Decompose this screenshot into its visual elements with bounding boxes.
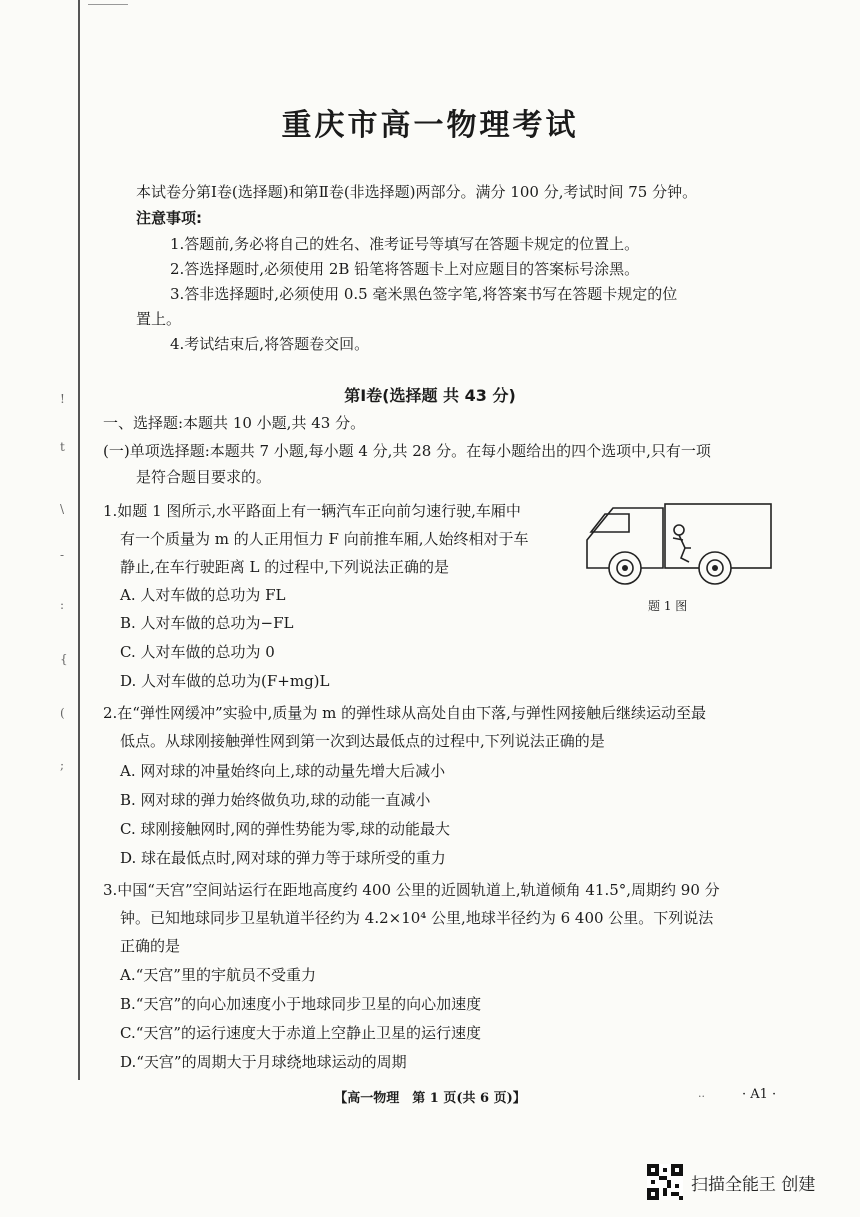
question-2-option-b: B. 网对球的弹力始终做负功,球的动能一直减小 [120, 791, 431, 809]
question-2-stem: 2.在“弹性网缓冲”实验中,质量为 m 的弹性球从高处自由下落,与弹性网接触后继续运动至最 [103, 704, 706, 722]
question-1-stem: 有一个质量为 m 的人正用恒力 F 向前推车厢,人始终相对于车 [120, 530, 529, 548]
question-1-option-c: C. 人对车做的总功为 0 [120, 643, 275, 661]
margin-mark: { [60, 652, 68, 666]
margin-mark: ! [60, 392, 65, 406]
binding-margin-line [78, 0, 80, 1080]
question-2-stem: 低点。从球刚接触弹性网到第一次到达最低点的过程中,下列说法正确的是 [120, 732, 605, 750]
note-item: 4.考试结束后,将答题卷交回。 [170, 335, 370, 353]
margin-mark: ( [60, 706, 65, 720]
question-2-option-c: C. 球刚接触网时,网的弹性势能为零,球的动能最大 [120, 820, 451, 838]
paper-code: · A1 · [742, 1087, 777, 1102]
question-3-stem: 钟。已知地球同步卫星轨道半径约为 4.2×10⁴ 公里,地球半径约为 6 400 公里。下列说法 [120, 909, 714, 927]
qr-code-icon [647, 1164, 683, 1200]
exam-intro: 本试卷分第Ⅰ卷(选择题)和第Ⅱ卷(非选择题)两部分。满分 100 分,考试时间 75 分钟。 [136, 183, 698, 201]
note-item: 1.答题前,务必将自己的姓名、准考证号等填写在答题卡规定的位置上。 [170, 235, 640, 253]
question-3-option-a: A.“天宫”里的宇航员不受重力 [120, 966, 316, 984]
section-subheading: (一)单项选择题:本题共 7 小题,每小题 4 分,共 28 分。在每小题给出的四个选项中,只有一项 [103, 442, 711, 460]
note-item: 置上。 [136, 310, 182, 328]
margin-mark: ; [60, 758, 65, 772]
section-subheading: 是符合题目要求的。 [136, 468, 272, 486]
question-2-option-a: A. 网对球的冲量始终向上,球的动量先增大后减小 [120, 762, 446, 780]
truck-figure [585, 500, 775, 590]
margin-mark: - [60, 548, 65, 562]
top-dash [88, 4, 128, 5]
exam-title: 重庆市高一物理考试 [281, 108, 579, 143]
section-heading: 一、选择题:本题共 10 小题,共 43 分。 [103, 414, 366, 432]
question-2-option-d: D. 球在最低点时,网对球的弹力等于球所受的重力 [120, 849, 446, 867]
figure-caption: 题 1 图 [648, 599, 688, 613]
note-item: 3.答非选择题时,必须使用 0.5 毫米黑色签字笔,将答案书写在答题卡规定的位 [170, 285, 678, 303]
scanner-watermark: 扫描全能王 创建 [691, 1175, 816, 1195]
question-1-stem: 1.如题 1 图所示,水平路面上有一辆汽车正向前匀速行驶,车厢中 [103, 502, 521, 520]
question-1-stem: 静止,在车行驶距离 L 的过程中,下列说法正确的是 [120, 558, 450, 576]
margin-mark: \ [60, 502, 65, 516]
question-3-stem: 3.中国“天宫”空间站运行在距地高度约 400 公里的近圆轨道上,轨道倾角 41.5°,周期约 90 分 [103, 881, 720, 899]
question-1-option-b: B. 人对车做的总功为−FL [120, 614, 294, 632]
margin-mark: t [60, 440, 65, 454]
question-1-option-a: A. 人对车做的总功为 FL [120, 586, 286, 604]
note-item: 2.答选择题时,必须使用 2B 铅笔将答题卡上对应题目的答案标号涂黑。 [170, 260, 640, 278]
notes-heading: 注意事项: [136, 209, 202, 227]
question-1-option-d: D. 人对车做的总功为(F+mg)L [120, 672, 330, 690]
page-footer: 【高一物理 第 1 页(共 6 页)】 [334, 1091, 526, 1106]
question-3-option-c: C.“天宫”的运行速度大于赤道上空静止卫星的运行速度 [120, 1024, 482, 1042]
question-3-option-b: B.“天宫”的向心加速度小于地球同步卫星的向心加速度 [120, 995, 482, 1013]
question-3-option-d: D.“天宫”的周期大于月球绕地球运动的周期 [120, 1053, 407, 1071]
question-3-stem: 正确的是 [120, 937, 181, 955]
footer-dots: ·· [698, 1090, 705, 1103]
section-title: 第Ⅰ卷(选择题 共 43 分) [344, 386, 516, 405]
margin-mark: : [60, 598, 65, 612]
